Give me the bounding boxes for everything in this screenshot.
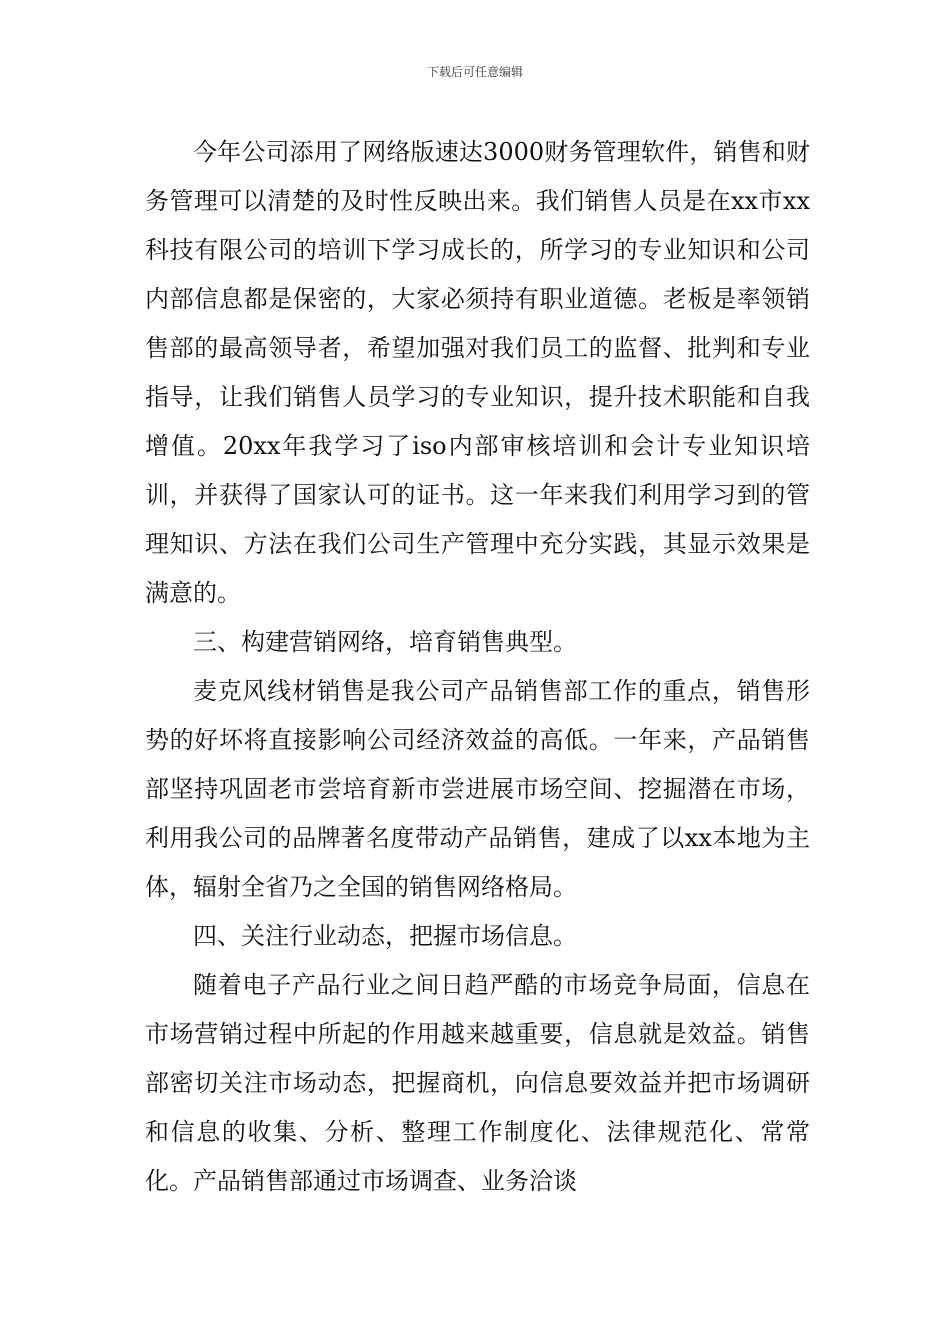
paragraph-microphone-cable-sales: 麦克风线材销售是我公司产品销售部工作的重点，销售形势的好坏将直接影响公司经济效益的高低。一年来，产品销售部坚持巩固老市尝培育新市尝进展市场空间、挖掘潜在市场，利用我公司的品牌著名度带动产品销售，建成了以xx本地为主体，辐射全省乃之全国的销售网络格局。 [145, 677, 810, 901]
section-heading-sales-network: 三、构建营销网络，培育销售典型。 [193, 628, 577, 656]
page-header-note: 下载后可任意编辑 [426, 65, 523, 79]
section-heading-market-info: 四、关注行业动态，把握市场信息。 [193, 922, 577, 950]
paragraph-finance-software: 今年公司添用了网络版速达3000财务管理软件，销售和财务管理可以清楚的及时性反映出来。我们销售人员是在xx市xx科技有限公司的培训下学习成长的，所学习的专业知识和公司内部信息都是保密的，大家必须持有职业道德。老板是率领销售部的最高领导者，希望加强对我们员工的监督、批判和专业指导，让我们销售人员学习的专业知识，提升技术职能和自我增值。20xx年我学习了iso内部审核培训和会计专业知识培训，并获得了国家认可的证书。这一年来我们利用学习到的管理知识、方法在我们公司生产管理中充分实践，其显示效果是满意的。 [145, 138, 810, 607]
document-body [145, 128, 810, 1206]
paragraph-market-information: 随着电子产品行业之间日趋严酷的市场竞争局面，信息在市场营销过程中所起的作用越来越重要，信息就是效益。销售部密切关注市场动态，把握商机，向信息要效益并把市场调研和信息的收集、分析、整理工作制度化、法律规范化、常常化。产品销售部通过市场调查、业务洽谈 [145, 971, 810, 1195]
